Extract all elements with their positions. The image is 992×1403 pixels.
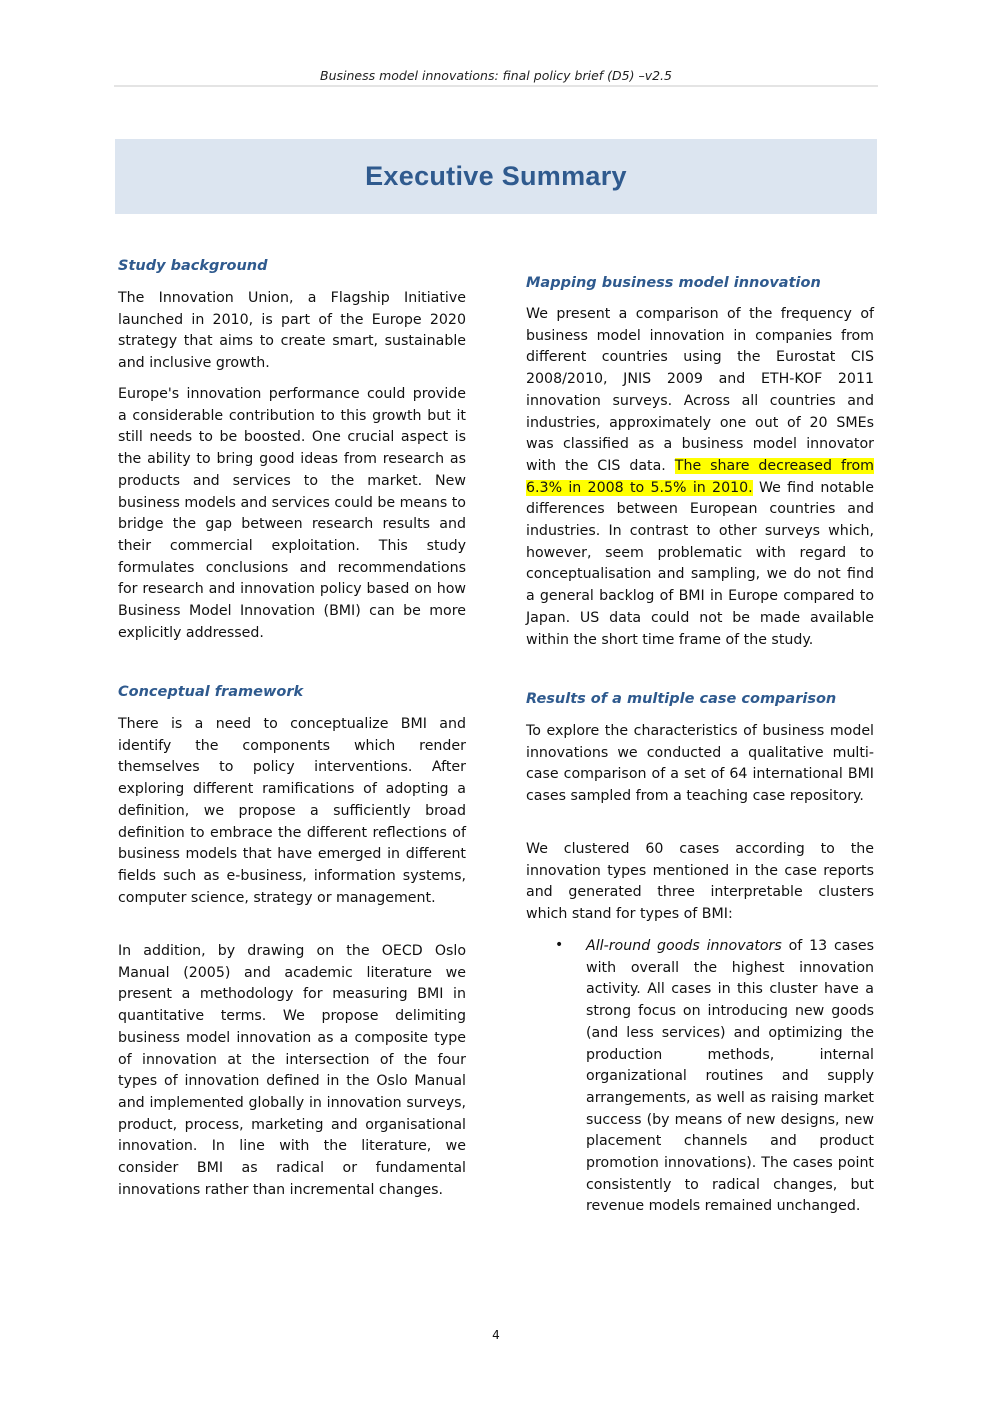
heading-study-background: Study background [118,258,268,274]
header-divider [114,85,878,87]
running-header: Business model innovations: final policy brief (D5) –v2.5 [320,68,672,83]
heading-conceptual-framework: Conceptual framework [118,684,304,700]
paragraph: There is a need to conceptualize BMI and identify the components which render themselves to policy interventions. After exploring different ramifications of adopting a definition, we propose a sufficiently broad definition to embrace the different reflections of business models that have emerged in different fields such as e-business, information systems, computer science, strategy or management. [118,716,466,906]
page-title: Executive Summary [365,161,627,191]
title-banner [115,139,877,214]
paragraph: To explore the characteristics of business model innovations we conducted a qualitative multi-case comparison of a set of 64 international BMI cases sampled from a teaching case repository. [526,723,874,805]
text: We find notable differences between European countries and industries. In contrast to other surveys which, however, seem problematic with regard to conceptualisation and sampling, we do not find a general backlog of BMI in Europe compared to Japan. US data could not be made available within the short time frame of the study. [526,479,874,648]
highlighted-text: The share decreased from 6.3% in 2008 to 5.5% in 2010. [526,457,874,496]
bullet-term: All-round goods innovators [586,938,782,954]
bullet-item [586,936,874,1218]
bullet-icon: • [555,937,564,953]
bullet-text: of 13 cases with overall the highest innovation activity. All cases in this cluster have a strong focus on introducing new goods (and less services) and optimizing the production methods, internal organizational routines and supply arrangements, as well as raising market success (by means of new designs, new placement channels and product promotion innovations). The cases point consistently to radical changes, but revenue models remained unchanged. [586,938,874,1215]
text: We present a comparison of the frequency of business model innovation in companies from different countries using the Eurostat CIS 2008/2010, JNIS 2009 and ETH-KOF 2011 innovation surveys. Across all countries and industries, approximately one out of 20 SMEs was classified as a business model innovator with the CIS data. [526,306,874,474]
paragraph: In addition, by drawing on the OECD Oslo Manual (2005) and academic literature we present a methodology for measuring BMI in quantitative terms. We propose delimiting business model innovation as a composite type of innovation at the intersection of the four types of innovation defined in the Oslo Manual and implemented globally in innovation surveys, product, process, marketing and organisational innovation. In line with the literature, we consider BMI as radical or fundamental innovations rather than incremental changes. [118,943,466,1198]
paragraph: The Innovation Union, a Flagship Initiative launched in 2010, is part of the Europe 2020 strategy that aims to create smart, sustainable and inclusive growth. [118,290,466,372]
paragraph: Europe's innovation performance could provide a considerable contribution to this growth but it still needs to be boosted. One crucial aspect is the ability to bring good ideas from research as products and services to the market. New business models and services could be means to bridge the gap between research results and their commercial exploitation. This study formulates conclusions and recommendations for research and innovation policy based on how Business Model Innovation (BMI) can be more explicitly addressed. [118,386,466,641]
paragraph: We clustered 60 cases according to the innovation types mentioned in the case reports and generated three interpretable clusters which stand for types of BMI: [526,841,874,923]
heading-results: Results of a multiple case comparison [526,691,837,707]
paragraph-mapping [526,304,874,651]
page-number: 4 [492,1328,500,1342]
heading-mapping-bmi: Mapping business model innovation [526,275,821,291]
